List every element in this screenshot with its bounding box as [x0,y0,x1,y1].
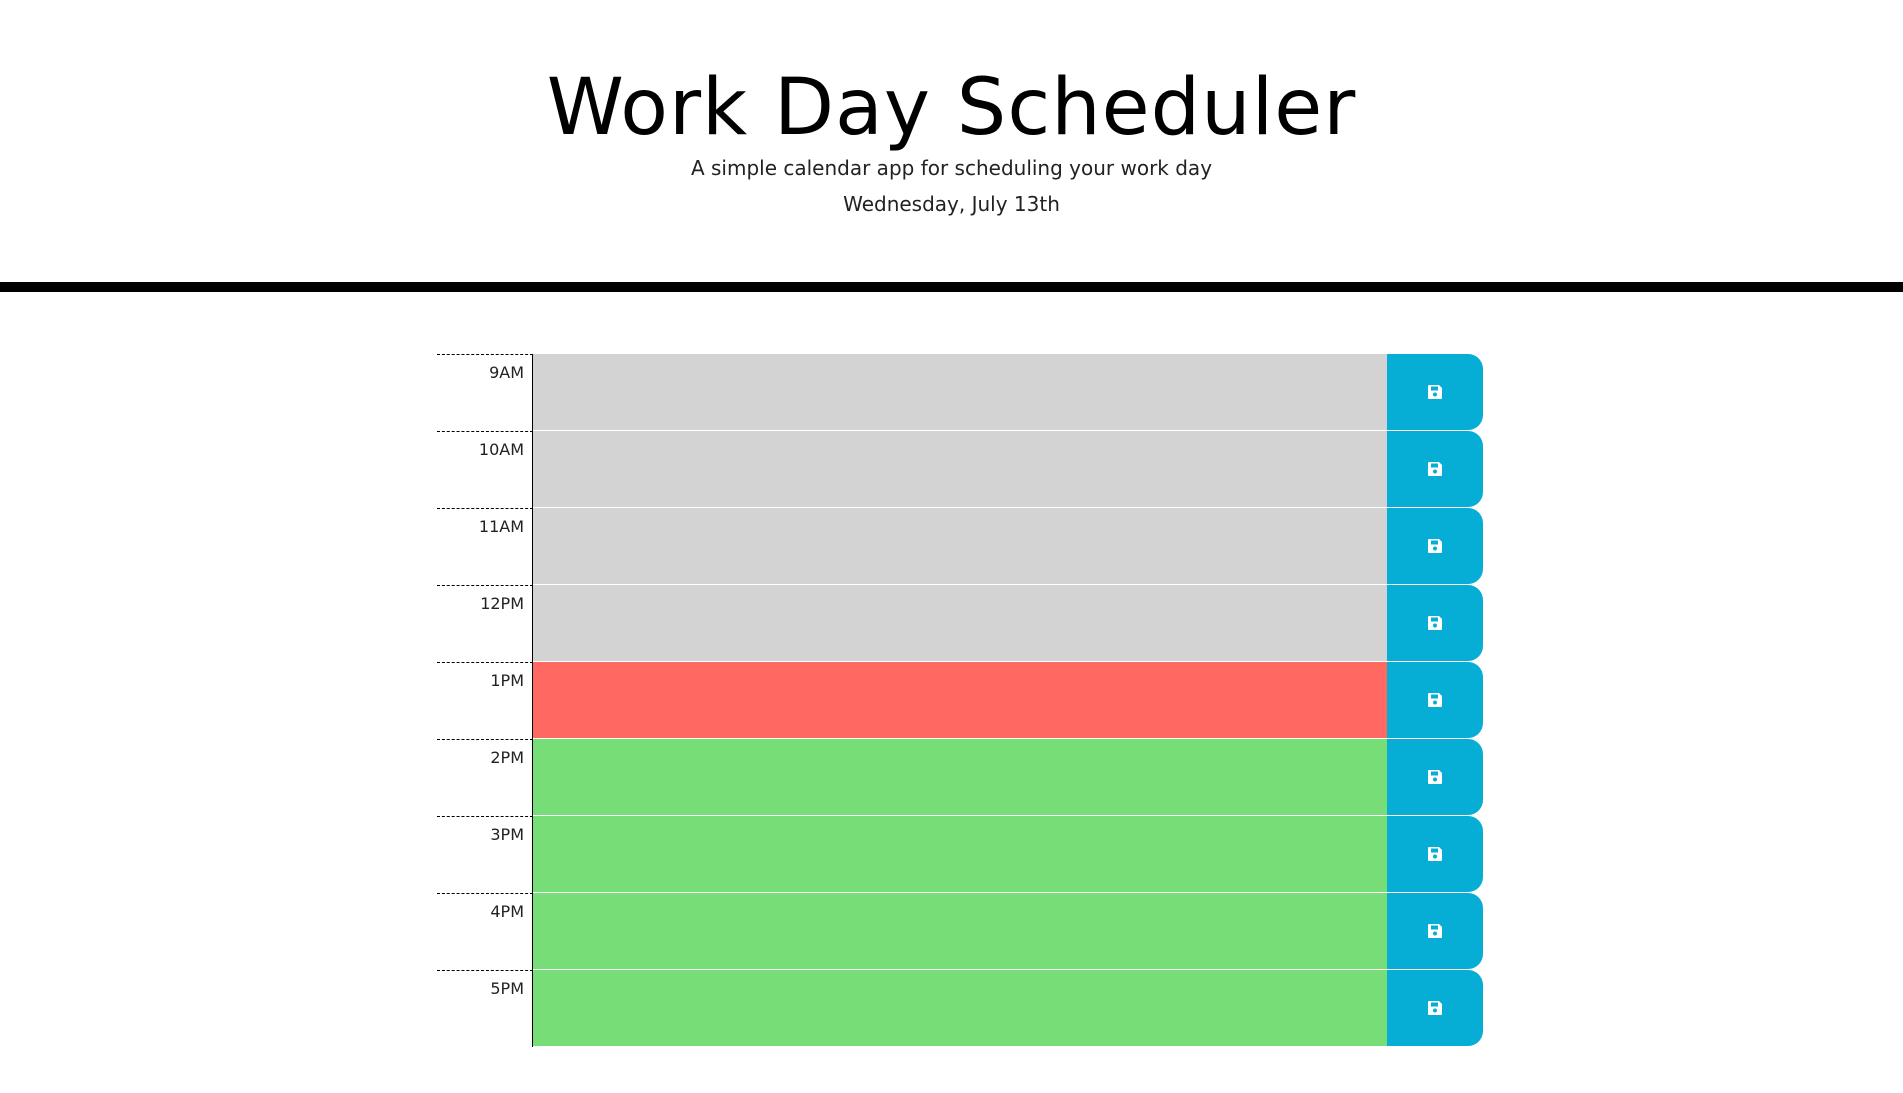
hour-label: 11AM [437,508,533,585]
time-block-1pm [437,662,1483,739]
save-button[interactable] [1387,816,1483,892]
time-block-9am [437,354,1483,431]
hour-label: 5PM [437,970,533,1047]
page-header [0,0,1903,292]
floppy-disk-icon [1427,615,1443,631]
time-block-2pm [437,739,1483,816]
description-input[interactable] [533,354,1387,431]
description-input[interactable] [533,662,1387,739]
description-input[interactable] [533,431,1387,508]
description-input[interactable] [533,816,1387,893]
schedule-container [437,354,1483,1047]
save-button[interactable] [1387,893,1483,969]
floppy-disk-icon [1427,461,1443,477]
save-button[interactable] [1387,431,1483,507]
hour-label: 9AM [437,354,533,431]
floppy-disk-icon [1427,692,1443,708]
time-block-4pm [437,893,1483,970]
save-button[interactable] [1387,662,1483,738]
time-block-3pm [437,816,1483,893]
description-input[interactable] [533,585,1387,662]
current-day: Wednesday, July 13th [843,192,1060,216]
description-input[interactable] [533,970,1387,1047]
floppy-disk-icon [1427,1000,1443,1016]
page-subtitle: A simple calendar app for scheduling your work day [690,156,1213,180]
description-input[interactable] [533,893,1387,970]
hour-label: 10AM [437,431,533,508]
save-button[interactable] [1387,508,1483,584]
time-block-12pm [437,585,1483,662]
hour-label: 3PM [437,816,533,893]
hour-label: 2PM [437,739,533,816]
description-input[interactable] [533,739,1387,816]
floppy-disk-icon [1427,846,1443,862]
time-block-10am [437,431,1483,508]
hour-label: 4PM [437,893,533,970]
save-button[interactable] [1387,739,1483,815]
floppy-disk-icon [1427,769,1443,785]
description-input[interactable] [533,508,1387,585]
time-block-5pm [437,970,1483,1047]
hour-label: 1PM [437,662,533,739]
save-button[interactable] [1387,585,1483,661]
floppy-disk-icon [1427,538,1443,554]
floppy-disk-icon [1427,923,1443,939]
floppy-disk-icon [1427,384,1443,400]
page-title: Work Day Scheduler [546,63,1357,153]
save-button[interactable] [1387,354,1483,430]
save-button[interactable] [1387,970,1483,1046]
hour-label: 12PM [437,585,533,662]
time-block-11am [437,508,1483,585]
